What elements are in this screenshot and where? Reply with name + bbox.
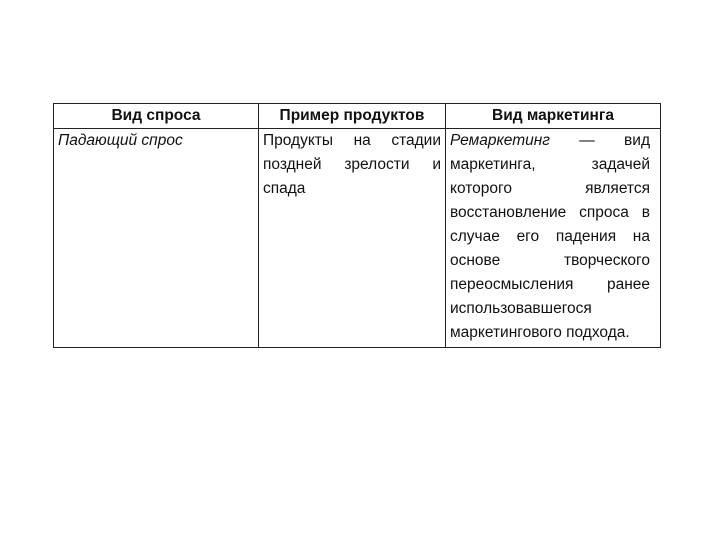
marketing-definition: — вид маркетинга, задачей которого является восстановление спроса в случае его падения на основе творческого переосмысления ранее использовавшегося маркетингового подхода. bbox=[450, 132, 650, 341]
cell-marketing-type bbox=[446, 129, 661, 348]
table-row bbox=[54, 129, 661, 348]
header-product-example: Пример продуктов bbox=[259, 104, 446, 129]
cell-demand-type: Падающий спрос bbox=[54, 129, 259, 348]
header-marketing-type: Вид маркетинга bbox=[446, 104, 661, 129]
table-header-row bbox=[54, 104, 661, 129]
demand-marketing-table bbox=[53, 103, 661, 348]
header-demand-type: Вид спроса bbox=[54, 104, 259, 129]
cell-product-example: Продукты на стадии поздней зрелости и спада bbox=[259, 129, 446, 348]
marketing-term: Ремаркетинг bbox=[450, 132, 550, 149]
